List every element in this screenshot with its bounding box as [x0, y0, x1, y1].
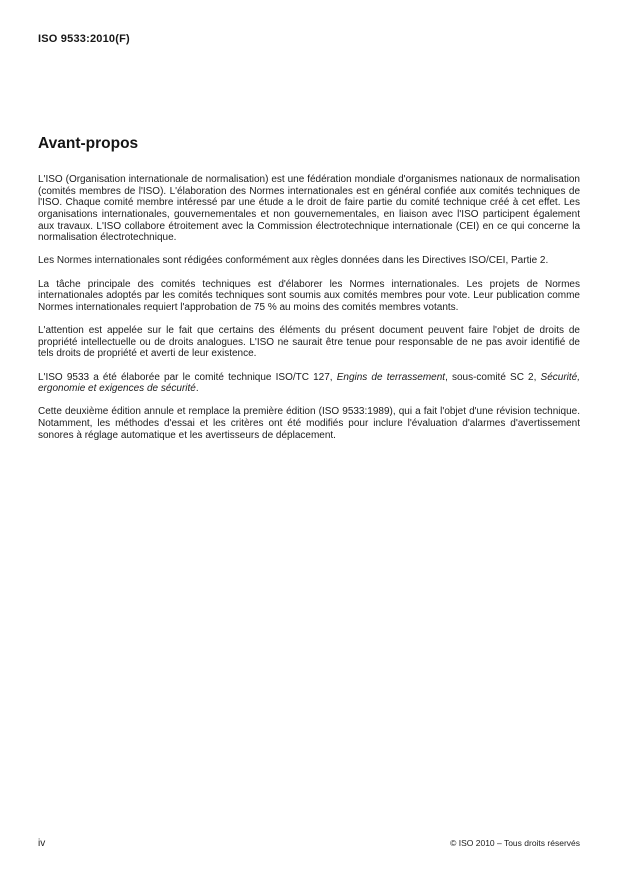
paragraph-patent-rights: L'attention est appelée sur le fait que certains des éléments du présent document peuvent faire l'objet de droits de propriété intellectuelle ou de droits analogues. L'ISO ne saurait être tenue pour responsable de ne pas avoir identifié de tels droits de propriété et averti de leur existence.: [38, 325, 580, 360]
tc-text-3: .: [195, 383, 199, 395]
tc-italic-title-1: Engins de terrassement: [336, 371, 446, 383]
tc-text-2: , sous-comité SC 2,: [445, 371, 541, 383]
paragraph-edition-note: Cette deuxième édition annule et remplace la première édition (ISO 9533:1989), qui a fait l'objet d'une révision technique. Notamment, les méthodes d'essai et les critères ont été modifiés pour inclure l'évaluation d'alarmes d'avertissement sonores à réglage automatique et les avertisseurs de déplacement.: [38, 406, 580, 441]
page-number: iv: [38, 838, 46, 849]
paragraph-iso-federation: L'ISO (Organisation internationale de normalisation) est une fédération mondiale d'organismes nationaux de normalisation (comités membres de l'ISO). L'élaboration des Normes internationales est en général confiée aux comités techniques de l'ISO. Chaque comité membre intéressé par une étude a le droit de faire partie du comité technique créé à cet effet. Les organisations internationales, gouvernementales et non gouvernementales, en liaison avec l'ISO participent également aux travaux. L'ISO collabore étroitement avec la Commission électrotechnique internationale (CEI) en ce qui concerne la normalisation électrotechnique.: [38, 174, 580, 244]
paragraph-committee-task: La tâche principale des comités techniques est d'élaborer les Normes internationales. Les projets de Normes internationales adoptés par les comités techniques sont soumis aux comités membres pour vote. Leur publication comme Normes internationales requiert l'approbation de 75 % au moins des comités membres votants.: [38, 278, 580, 313]
running-header-reference: ISO 9533:2010(F): [38, 33, 130, 45]
paragraph-technical-committee: [38, 372, 580, 395]
tc-italic-title-2: Sécurité, ergonomie et exigences de sécurité: [38, 371, 581, 395]
section-title: Avant-propos: [38, 135, 139, 152]
paragraph-directives: Les Normes internationales sont rédigées conformément aux règles données dans les Directives ISO/CEI, Partie 2.: [38, 255, 549, 267]
copyright-notice: © ISO 2010 – Tous droits réservés: [450, 838, 580, 848]
tc-text-1: L'ISO 9533 a été élaborée par le comité technique ISO/TC 127,: [38, 371, 337, 383]
foreword-section: [38, 135, 580, 453]
page-footer: [38, 838, 580, 849]
